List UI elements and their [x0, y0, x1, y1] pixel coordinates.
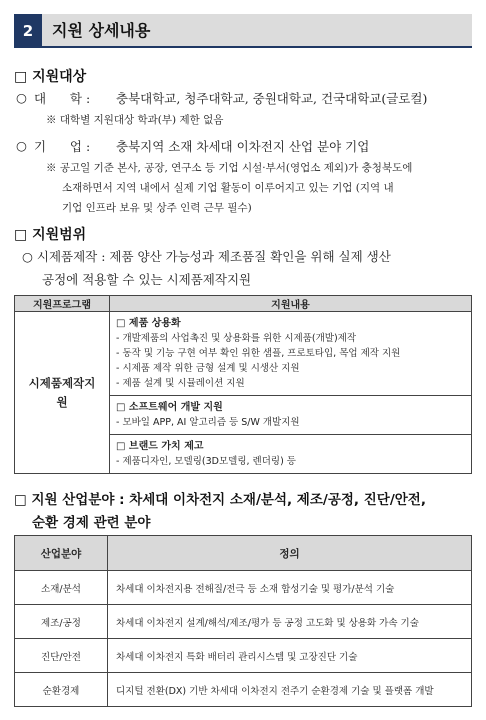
industry-table: [14, 535, 472, 707]
definition-cell: 디지털 전환(DX) 기반 차세대 이차전지 전주기 순환경제 기술 및 플랫폼 개발: [108, 673, 472, 707]
group-title: □ 브랜드 가치 제고: [116, 441, 204, 452]
target-heading: □ 지원대상: [14, 69, 87, 85]
univ-label: 대 학 :: [34, 91, 91, 106]
company-label: 기 업 :: [34, 139, 91, 154]
company-note-line-2: 소재하면서 지역 내에서 실제 기업 활동이 이루어지고 있는 기업 (지역 내: [62, 182, 394, 194]
company-note-line-1: ※ 공고일 기준 본사, 공장, 연구소 등 기업 시설·부서(영업소 제외)가 충청북도에: [46, 162, 413, 174]
univ-bullet: ○: [16, 90, 27, 105]
content-header: 지원내용: [110, 296, 472, 312]
group-item: - 개발제품의 사업촉진 및 상용화를 위한 시제품(개발)제작: [116, 333, 357, 344]
table-row: [15, 673, 472, 707]
definition-cell: 차세대 이차전지용 전해질/전극 등 소재 합성기술 및 평가/분석 기술: [108, 571, 472, 605]
section-title: 지원 상세내용: [52, 21, 151, 40]
definition-cell: 차세대 이차전지 설계/해석/제조/평가 등 공정 고도화 및 상용화 가속 기술: [108, 605, 472, 639]
section-number: 2: [14, 14, 42, 48]
field-cell: 소재/분석: [15, 571, 108, 605]
group-item: - 시제품 제작 위한 금형 설계 및 시생산 지원: [116, 363, 300, 374]
group-item: - 모바일 APP, AI 알고리즘 등 S/W 개발지원: [116, 417, 300, 428]
group-title: □ 소프트웨어 개발 지원: [116, 402, 223, 413]
group-item: - 동작 및 기능 구현 여부 확인 위한 샘플, 프로토타입, 목업 제작 지원: [116, 348, 401, 359]
group-brand: [110, 435, 472, 474]
section-header: [14, 14, 472, 48]
group-software: [110, 396, 472, 435]
program-name-text: 시제품제작지원: [28, 375, 96, 409]
table-row: [15, 571, 472, 605]
table-row: [15, 605, 472, 639]
scope-line-2: 공정에 적용할 수 있는 시제품제작지원: [42, 272, 252, 287]
industry-heading-line-2: 순환 경제 관련 분야: [32, 515, 151, 531]
definition-cell: 차세대 이차전지 특화 배터리 관리시스템 및 고장진단 기술: [108, 639, 472, 673]
field-header: 산업분야: [15, 536, 108, 571]
field-cell: 순환경제: [15, 673, 108, 707]
group-product: [110, 312, 472, 396]
program-table: [14, 295, 472, 474]
company-value: 충북지역 소재 차세대 이차전지 산업 분야 기업: [116, 139, 370, 154]
industry-heading-line-1: □ 지원 산업분야 : 차세대 이차전지 소재/분석, 제조/공정, 진단/안전,: [14, 492, 426, 508]
field-cell: 제조/공정: [15, 605, 108, 639]
group-title: □ 제품 상용화: [116, 318, 181, 329]
field-cell: 진단/안전: [15, 639, 108, 673]
group-item: - 제품디자인, 모델링(3D모델링, 렌더링) 등: [116, 456, 296, 467]
company-note-line-3: 기업 인프라 보유 및 상주 인력 근무 필수): [62, 202, 252, 214]
program-name: [15, 312, 110, 474]
group-item: - 제품 설계 및 시뮬레이션 지원: [116, 378, 245, 389]
program-header: 지원프로그램: [15, 296, 110, 312]
scope-line-1: ○ 시제품제작 : 제품 양산 가능성과 제조품질 확인을 위해 실제 생산: [22, 249, 391, 264]
definition-header: 정의: [108, 536, 472, 571]
table-row: [15, 639, 472, 673]
univ-note: ※ 대학별 지원대상 학과(부) 제한 없음: [46, 114, 224, 126]
univ-value: 충북대학교, 청주대학교, 중원대학교, 건국대학교(글로컬): [116, 91, 428, 106]
scope-heading: □ 지원범위: [14, 227, 87, 243]
company-bullet: ○: [16, 138, 27, 153]
